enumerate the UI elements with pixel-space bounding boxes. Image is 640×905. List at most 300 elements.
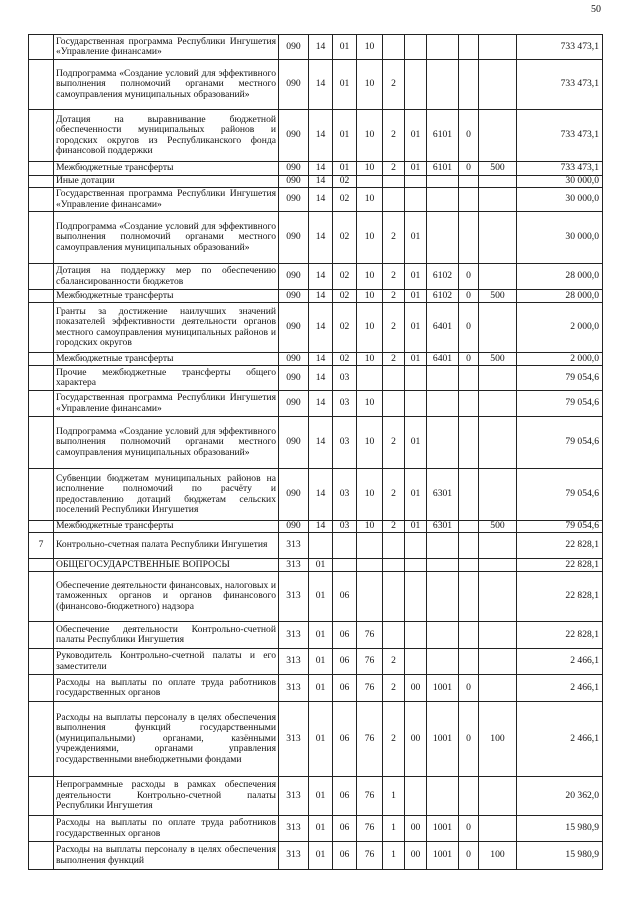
code-admin-cell: 313 [279,816,309,842]
code-extra-cell [459,622,479,649]
code-event-cell [405,572,427,622]
code-program-cell [357,366,383,391]
code-subsection-cell: 06 [333,777,357,816]
code-subsection-cell: 03 [333,521,357,533]
code-extra-cell: 0 [459,842,479,870]
item-name-cell: Расходы на выплаты персоналу в целях обеспечения выполнения функций [54,842,279,870]
code-event-cell [405,60,427,110]
code-direction-cell [427,417,459,469]
row-number-cell [29,675,54,702]
table-row [29,816,603,842]
row-number-cell [29,353,54,366]
code-direction-cell: 6401 [427,303,459,353]
row-number-cell [29,469,54,521]
code-admin-cell: 313 [279,572,309,622]
code-direction-cell: 6301 [427,469,459,521]
code-admin-cell: 090 [279,353,309,366]
code-extra-cell: 0 [459,675,479,702]
code-section-cell: 14 [309,35,333,60]
code-subprogram-cell [383,572,405,622]
code-section-cell: 14 [309,264,333,290]
code-section-cell: 01 [309,675,333,702]
code-event-cell: 00 [405,675,427,702]
code-event-cell: 00 [405,816,427,842]
code-extra-cell [459,35,479,60]
item-name-cell: Государственная программа Республики Ингушетия «Управление финансами» [54,188,279,212]
code-direction-cell [427,572,459,622]
code-subsection-cell: 06 [333,816,357,842]
code-extra-cell [459,212,479,264]
amount-cell: 79 054,6 [517,521,603,533]
code-expense-type-cell [479,777,517,816]
code-section-cell: 01 [309,649,333,675]
code-subprogram-cell: 2 [383,264,405,290]
code-subsection-cell [333,559,357,572]
amount-cell: 22 828,1 [517,622,603,649]
code-extra-cell [459,521,479,533]
amount-cell: 2 466,1 [517,702,603,777]
code-program-cell: 76 [357,777,383,816]
code-admin-cell: 090 [279,391,309,417]
row-number-cell [29,188,54,212]
code-section-cell: 14 [309,162,333,176]
row-number-cell [29,35,54,60]
code-extra-cell [459,60,479,110]
code-admin-cell: 090 [279,366,309,391]
amount-cell: 733 473,1 [517,110,603,162]
code-section-cell: 14 [309,212,333,264]
code-event-cell [405,366,427,391]
code-expense-type-cell [479,675,517,702]
code-admin-cell: 313 [279,702,309,777]
code-direction-cell: 1001 [427,842,459,870]
code-expense-type-cell [479,264,517,290]
table-row [29,533,603,559]
code-subprogram-cell: 2 [383,649,405,675]
amount-cell: 2 000,0 [517,303,603,353]
code-program-cell: 10 [357,162,383,176]
code-extra-cell: 0 [459,264,479,290]
item-name-cell: Обеспечение деятельности финансовых, налоговых и таможенных органов и органов финансового (финансово-бюджетного) надзора [54,572,279,622]
item-name-cell: Гранты за достижение наилучших значений показателей эффективности деятельности органов местного самоуправления муниципальных районов и городских округов [54,303,279,353]
code-event-cell: 01 [405,303,427,353]
table-row [29,162,603,176]
table-row [29,702,603,777]
code-subsection-cell: 06 [333,622,357,649]
code-subprogram-cell [383,35,405,60]
code-expense-type-cell [479,60,517,110]
table-row [29,176,603,188]
code-subsection-cell: 06 [333,702,357,777]
table-row [29,842,603,870]
code-event-cell: 00 [405,702,427,777]
code-section-cell: 14 [309,469,333,521]
table-row [29,290,603,303]
table-row [29,559,603,572]
code-section-cell: 01 [309,816,333,842]
code-expense-type-cell [479,110,517,162]
code-admin-cell: 313 [279,559,309,572]
code-admin-cell: 090 [279,110,309,162]
code-program-cell: 10 [357,35,383,60]
code-expense-type-cell [479,212,517,264]
item-name-cell: Обеспечение деятельности Контрольно-счетной палаты Республики Ингушетия [54,622,279,649]
item-name-cell: Руководитель Контрольно-счетной палаты и его заместители [54,649,279,675]
code-direction-cell [427,622,459,649]
code-subprogram-cell: 2 [383,521,405,533]
item-name-cell: ОБЩЕГОСУДАРСТВЕННЫЕ ВОПРОСЫ [54,559,279,572]
code-extra-cell [459,469,479,521]
code-event-cell: 01 [405,521,427,533]
table-row [29,675,603,702]
code-event-cell [405,533,427,559]
code-subprogram-cell [383,366,405,391]
code-admin-cell: 313 [279,649,309,675]
code-event-cell: 01 [405,469,427,521]
code-admin-cell: 090 [279,176,309,188]
table-row [29,649,603,675]
code-expense-type-cell [479,35,517,60]
code-program-cell: 10 [357,264,383,290]
code-admin-cell: 090 [279,290,309,303]
item-name-cell: Расходы на выплаты по оплате труда работников государственных органов [54,816,279,842]
code-direction-cell [427,649,459,675]
table-row [29,212,603,264]
code-subsection-cell: 06 [333,842,357,870]
code-expense-type-cell [479,188,517,212]
code-subsection-cell: 02 [333,303,357,353]
code-event-cell [405,188,427,212]
code-extra-cell: 0 [459,702,479,777]
code-program-cell: 10 [357,353,383,366]
code-subsection-cell: 02 [333,353,357,366]
amount-cell: 30 000,0 [517,212,603,264]
amount-cell: 22 828,1 [517,533,603,559]
code-event-cell: 01 [405,212,427,264]
item-name-cell: Межбюджетные трансферты [54,290,279,303]
item-name-cell: Подпрограмма «Создание условий для эффективного выполнения полномочий органами местного самоуправления муниципальных образований» [54,417,279,469]
code-subprogram-cell: 2 [383,675,405,702]
code-subprogram-cell: 2 [383,212,405,264]
table-row [29,417,603,469]
code-admin-cell: 090 [279,162,309,176]
table-row [29,469,603,521]
table-row [29,366,603,391]
table-row [29,303,603,353]
code-subprogram-cell: 1 [383,816,405,842]
code-program-cell: 10 [357,521,383,533]
code-direction-cell: 1001 [427,816,459,842]
code-subprogram-cell: 2 [383,162,405,176]
code-subprogram-cell: 2 [383,110,405,162]
code-direction-cell [427,533,459,559]
amount-cell: 733 473,1 [517,162,603,176]
code-direction-cell [427,559,459,572]
table-row [29,110,603,162]
code-program-cell [357,533,383,559]
code-expense-type-cell [479,533,517,559]
code-program-cell: 10 [357,290,383,303]
code-subsection-cell: 02 [333,290,357,303]
code-program-cell: 10 [357,188,383,212]
code-admin-cell: 313 [279,842,309,870]
code-expense-type-cell [479,176,517,188]
code-expense-type-cell: 500 [479,353,517,366]
item-name-cell: Межбюджетные трансферты [54,353,279,366]
code-section-cell [309,533,333,559]
code-subsection-cell: 01 [333,110,357,162]
code-subsection-cell: 03 [333,417,357,469]
code-subsection-cell: 02 [333,188,357,212]
code-expense-type-cell [479,649,517,675]
code-admin-cell: 313 [279,675,309,702]
code-direction-cell [427,188,459,212]
code-subsection-cell: 06 [333,572,357,622]
code-subsection-cell: 03 [333,469,357,521]
code-extra-cell [459,559,479,572]
code-subsection-cell [333,533,357,559]
code-section-cell: 01 [309,622,333,649]
row-number-cell [29,264,54,290]
table-row [29,572,603,622]
amount-cell: 30 000,0 [517,188,603,212]
code-program-cell: 10 [357,212,383,264]
code-section-cell: 14 [309,303,333,353]
code-program-cell: 76 [357,702,383,777]
code-expense-type-cell: 500 [479,521,517,533]
code-program-cell: 76 [357,622,383,649]
item-name-cell: Расходы на выплаты по оплате труда работников государственных органов [54,675,279,702]
amount-cell: 15 980,9 [517,816,603,842]
code-section-cell: 14 [309,521,333,533]
code-expense-type-cell: 500 [479,290,517,303]
code-admin-cell: 090 [279,521,309,533]
code-subsection-cell: 01 [333,60,357,110]
row-number-cell [29,649,54,675]
code-subsection-cell: 02 [333,176,357,188]
item-name-cell: Дотация на поддержку мер по обеспечению сбалансированности бюджетов [54,264,279,290]
item-name-cell: Подпрограмма «Создание условий для эффективного выполнения полномочий органами местного самоуправления муниципальных образований» [54,60,279,110]
code-expense-type-cell [479,469,517,521]
row-number-cell [29,303,54,353]
table-row [29,353,603,366]
code-extra-cell [459,777,479,816]
code-subprogram-cell: 2 [383,417,405,469]
item-name-cell: Государственная программа Республики Ингушетия «Управление финансами» [54,35,279,60]
code-section-cell: 14 [309,366,333,391]
code-section-cell: 14 [309,353,333,366]
code-subsection-cell: 02 [333,212,357,264]
code-expense-type-cell: 500 [479,162,517,176]
row-number-cell [29,162,54,176]
code-extra-cell: 0 [459,110,479,162]
code-admin-cell: 313 [279,533,309,559]
code-extra-cell [459,533,479,559]
code-event-cell [405,649,427,675]
code-section-cell: 01 [309,572,333,622]
code-admin-cell: 090 [279,60,309,110]
code-subsection-cell: 01 [333,35,357,60]
code-subprogram-cell: 2 [383,290,405,303]
code-subprogram-cell: 2 [383,702,405,777]
code-extra-cell: 0 [459,303,479,353]
amount-cell: 30 000,0 [517,176,603,188]
code-program-cell: 76 [357,842,383,870]
code-program-cell: 10 [357,391,383,417]
table-row [29,622,603,649]
code-extra-cell: 0 [459,353,479,366]
code-program-cell: 76 [357,649,383,675]
code-admin-cell: 090 [279,417,309,469]
code-section-cell: 01 [309,777,333,816]
row-number-cell [29,110,54,162]
code-program-cell [357,559,383,572]
code-section-cell: 14 [309,290,333,303]
code-expense-type-cell [479,391,517,417]
code-direction-cell: 1001 [427,675,459,702]
table-row [29,188,603,212]
amount-cell: 79 054,6 [517,366,603,391]
code-section-cell: 01 [309,559,333,572]
code-program-cell [357,572,383,622]
row-number-cell [29,559,54,572]
amount-cell: 2 466,1 [517,649,603,675]
code-extra-cell [459,572,479,622]
row-number-cell [29,777,54,816]
row-number-cell [29,366,54,391]
code-event-cell [405,559,427,572]
row-number-cell: 7 [29,533,54,559]
row-number-cell [29,842,54,870]
code-section-cell: 14 [309,176,333,188]
code-subsection-cell: 06 [333,649,357,675]
code-admin-cell: 090 [279,188,309,212]
code-event-cell: 00 [405,842,427,870]
amount-cell: 2 466,1 [517,675,603,702]
row-number-cell [29,60,54,110]
code-direction-cell: 6102 [427,290,459,303]
code-expense-type-cell [479,572,517,622]
code-section-cell: 14 [309,391,333,417]
code-expense-type-cell [479,366,517,391]
row-number-cell [29,176,54,188]
code-program-cell: 10 [357,60,383,110]
code-direction-cell: 6301 [427,521,459,533]
code-direction-cell: 6102 [427,264,459,290]
code-event-cell: 01 [405,353,427,366]
code-admin-cell: 090 [279,469,309,521]
amount-cell: 22 828,1 [517,572,603,622]
code-section-cell: 01 [309,702,333,777]
code-event-cell: 01 [405,417,427,469]
row-number-cell [29,290,54,303]
code-direction-cell [427,777,459,816]
code-admin-cell: 090 [279,35,309,60]
amount-cell: 733 473,1 [517,60,603,110]
code-direction-cell: 6101 [427,110,459,162]
code-event-cell: 01 [405,110,427,162]
code-subsection-cell: 02 [333,264,357,290]
code-subprogram-cell [383,391,405,417]
code-program-cell [357,176,383,188]
table-row [29,777,603,816]
item-name-cell: Непрограммные расходы в рамках обеспечения деятельности Контрольно-счетной палаты Республики Ингушетия [54,777,279,816]
table-row [29,60,603,110]
item-name-cell: Межбюджетные трансферты [54,521,279,533]
code-direction-cell [427,366,459,391]
row-number-cell [29,816,54,842]
code-expense-type-cell [479,417,517,469]
code-subprogram-cell [383,188,405,212]
code-program-cell: 10 [357,469,383,521]
code-admin-cell: 313 [279,777,309,816]
item-name-cell: Субвенции бюджетам муниципальных районов на исполнение полномочий по расчёту и предоставлению дотаций бюджетам сельских поселений Республики Ингушетия [54,469,279,521]
code-subprogram-cell: 2 [383,60,405,110]
code-subsection-cell: 03 [333,391,357,417]
amount-cell: 79 054,6 [517,417,603,469]
code-section-cell: 14 [309,417,333,469]
code-subprogram-cell [383,533,405,559]
code-section-cell: 14 [309,110,333,162]
code-expense-type-cell [479,559,517,572]
code-event-cell: 01 [405,290,427,303]
code-direction-cell [427,212,459,264]
amount-cell: 79 054,6 [517,469,603,521]
row-number-cell [29,521,54,533]
code-extra-cell: 0 [459,290,479,303]
code-subprogram-cell [383,559,405,572]
code-section-cell: 01 [309,842,333,870]
item-name-cell: Государственная программа Республики Ингушетия «Управление финансами» [54,391,279,417]
code-extra-cell [459,176,479,188]
amount-cell: 28 000,0 [517,264,603,290]
code-expense-type-cell [479,303,517,353]
amount-cell: 733 473,1 [517,35,603,60]
code-subprogram-cell: 1 [383,777,405,816]
code-extra-cell [459,366,479,391]
amount-cell: 15 980,9 [517,842,603,870]
code-event-cell [405,176,427,188]
table-row [29,521,603,533]
code-event-cell [405,777,427,816]
code-direction-cell [427,35,459,60]
code-direction-cell [427,60,459,110]
code-extra-cell [459,188,479,212]
code-section-cell: 14 [309,60,333,110]
code-program-cell: 76 [357,816,383,842]
item-name-cell: Иные дотации [54,176,279,188]
row-number-cell [29,622,54,649]
code-subsection-cell: 06 [333,675,357,702]
code-direction-cell: 6101 [427,162,459,176]
code-subprogram-cell [383,176,405,188]
row-number-cell [29,572,54,622]
table-row [29,391,603,417]
code-program-cell: 76 [357,675,383,702]
code-admin-cell: 090 [279,212,309,264]
code-subprogram-cell [383,622,405,649]
code-admin-cell: 090 [279,303,309,353]
row-number-cell [29,391,54,417]
row-number-cell [29,212,54,264]
item-name-cell: Межбюджетные трансферты [54,162,279,176]
budget-table [28,34,603,870]
code-subprogram-cell: 2 [383,353,405,366]
code-admin-cell: 090 [279,264,309,290]
amount-cell: 20 362,0 [517,777,603,816]
amount-cell: 79 054,6 [517,391,603,417]
code-direction-cell [427,176,459,188]
